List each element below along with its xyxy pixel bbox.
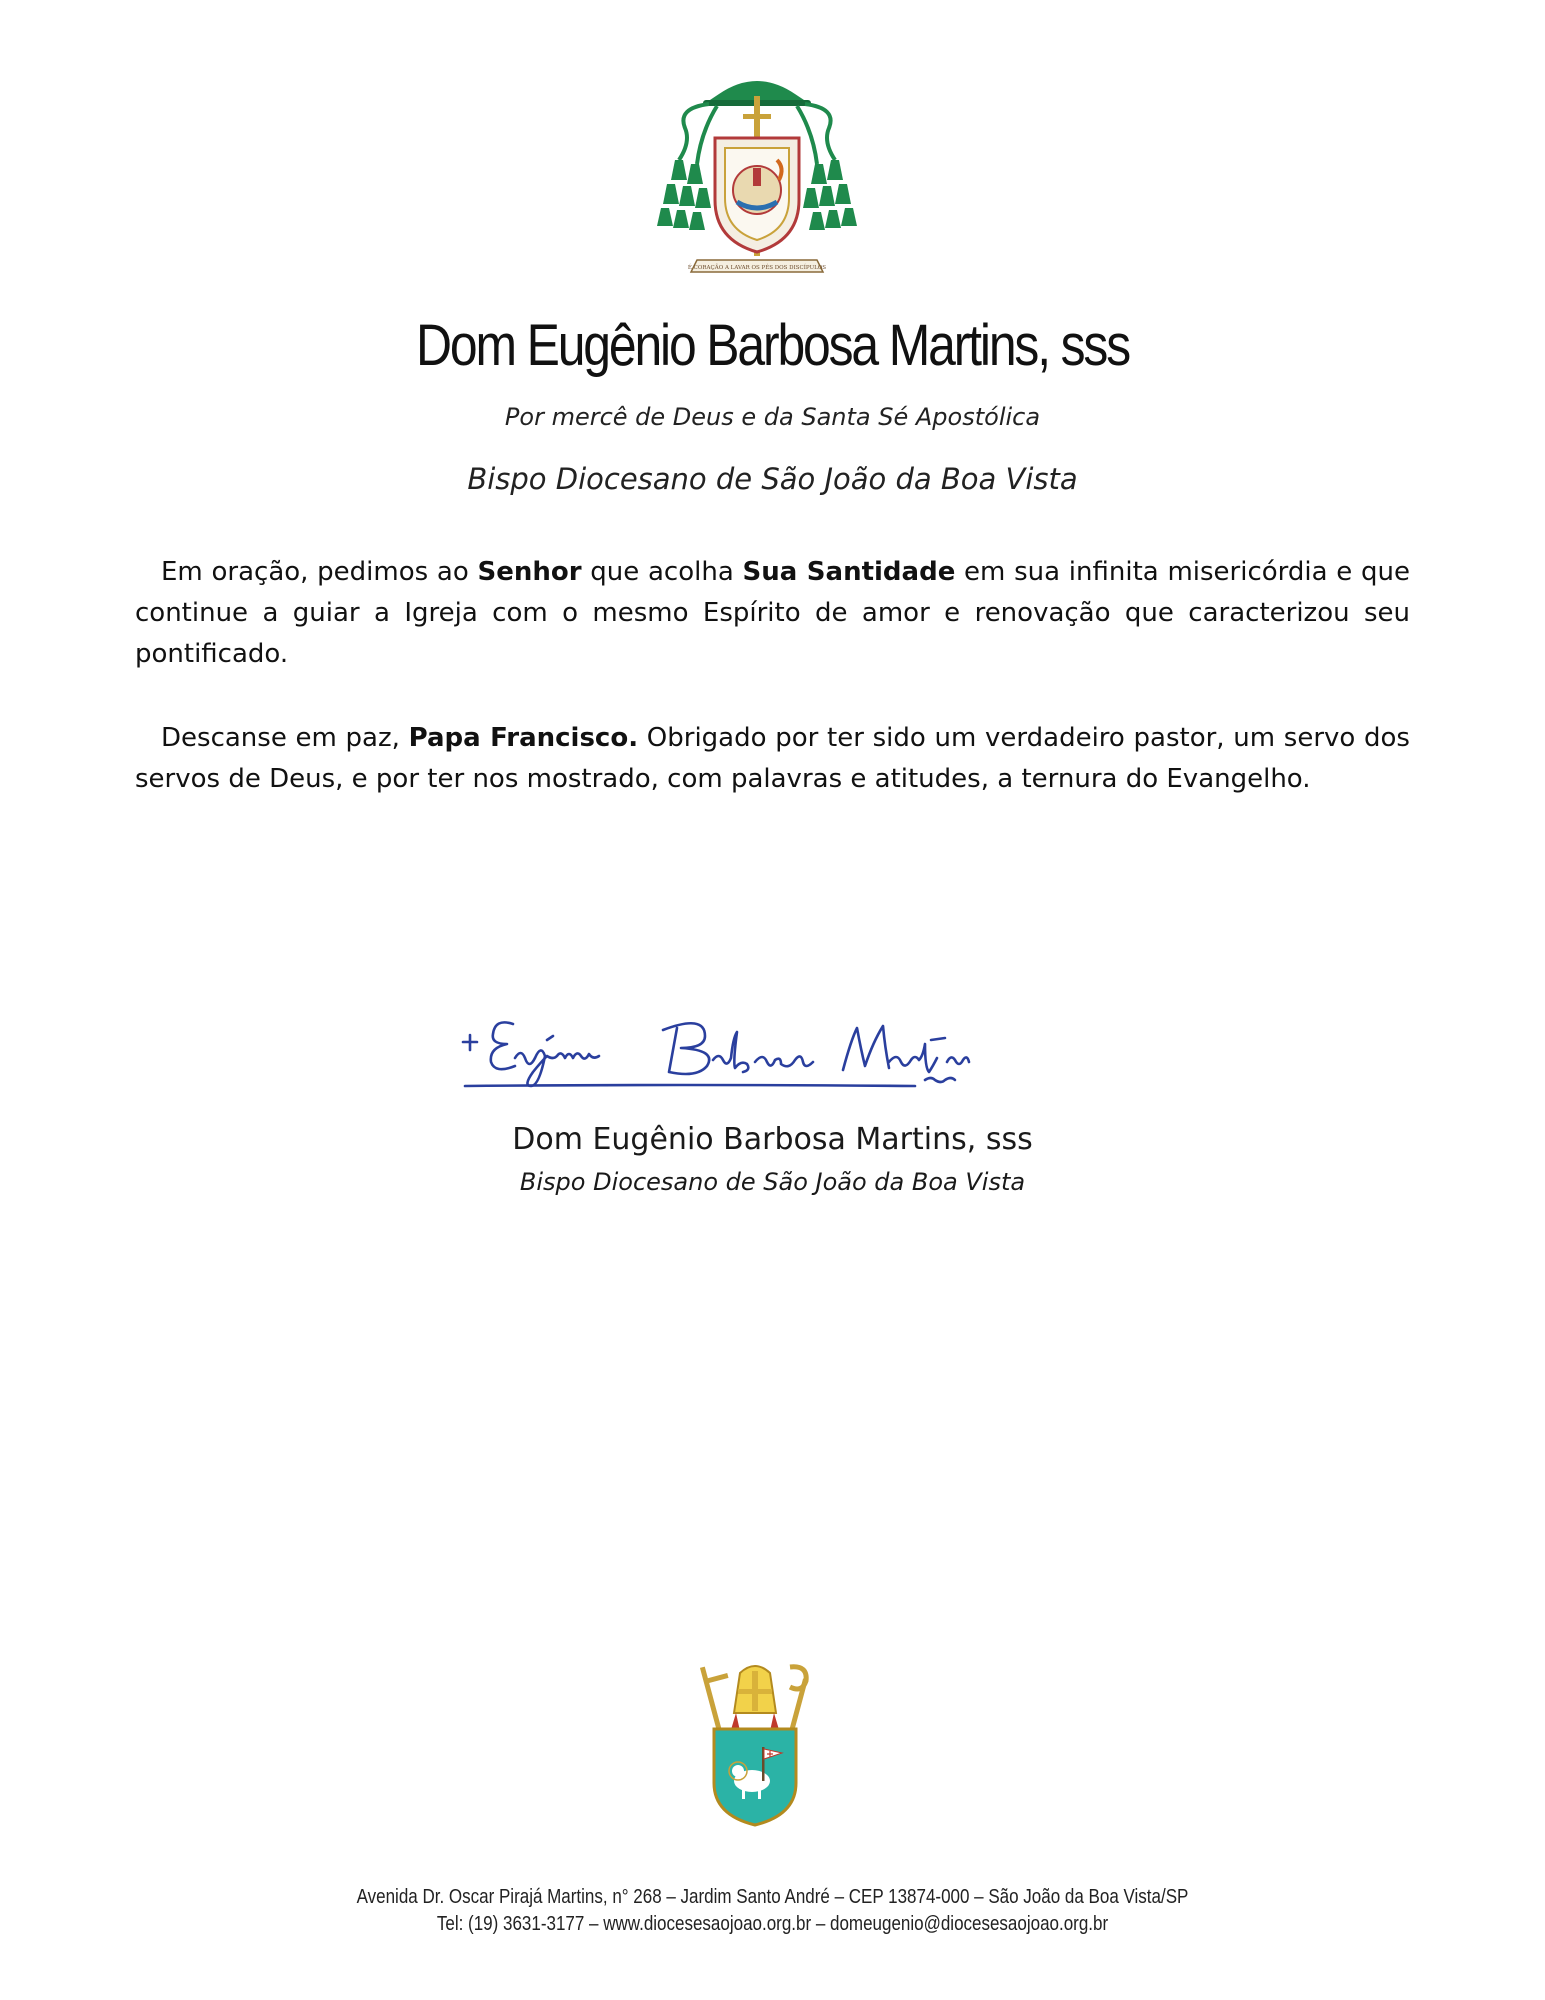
footer-address: Avenida Dr. Oscar Pirajá Martins, n° 268 – Jardim Santo André – CEP 13874-000 – São João da Boa Vista/SP <box>356 1886 1189 1908</box>
footer-contact: Tel: (19) 3631-3177 – www.diocesesaojoao.org.br – domeugenio@diocesesaojoao.org.br <box>436 1913 1109 1935</box>
emphasis-text: Papa Francisco. <box>408 723 639 753</box>
paragraph-text: Descanse em paz, <box>161 723 409 753</box>
paragraph-text: Em oração, pedimos ao <box>161 557 478 587</box>
office-title: Bispo Diocesano de São João da Boa Vista <box>467 462 1078 496</box>
signatory-name: Dom Eugênio Barbosa Martins, sss <box>512 1122 1033 1157</box>
svg-text:É CORAÇÃO A LAVAR OS PÉS DOS D: É CORAÇÃO A LAVAR OS PÉS DOS DISCÍPULOS <box>687 265 827 271</box>
emphasis-text: Senhor <box>477 557 582 587</box>
paragraph-text: que acolha <box>581 557 743 587</box>
signatory-office: Bispo Diocesano de São João da Boa Vista <box>519 1168 1026 1196</box>
paragraph-prayer <box>135 552 1410 675</box>
paragraph-farewell <box>135 718 1410 800</box>
episcopal-coat-of-arms-icon <box>657 72 857 282</box>
page-subtitle: Por mercê de Deus e da Santa Sé Apostólica <box>504 403 1041 431</box>
diocese-coat-of-arms-icon <box>690 1655 820 1830</box>
handwritten-signature <box>455 1000 1080 1095</box>
page-title: Dom Eugênio Barbosa Martins, sss <box>416 313 1129 378</box>
paragraph-text: Obrigado por ter sido um verdadeiro pastor, um servo dos servos de Deus, e por ter nos mostrado, com palavras e atitudes, a ternura do Evangelho. <box>135 723 1410 794</box>
paragraph-text: em sua infinita misericórdia e que continue a guiar a Igreja com o mesmo Espírito de amor e renovação que caracterizou seu pontificado. <box>135 557 1410 669</box>
emphasis-text: Sua Santidade <box>742 557 956 587</box>
